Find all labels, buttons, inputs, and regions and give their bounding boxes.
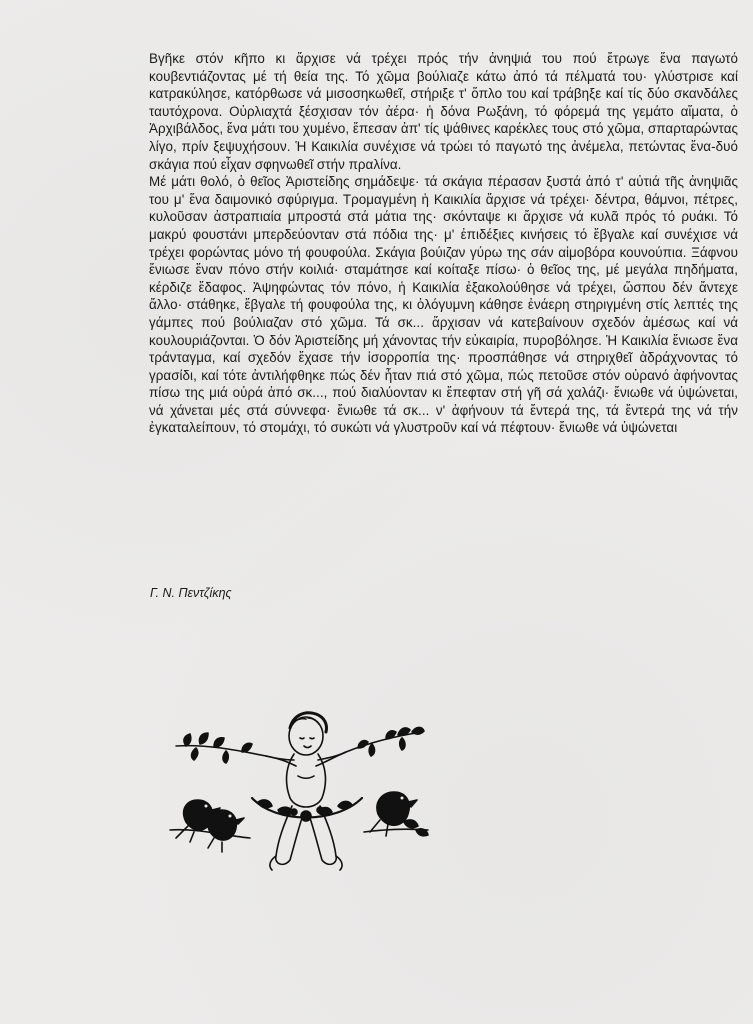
- paragraph-1: Βγῆκε στόν κῆπο κι ἄρχισε νά τρέχει πρός τήν ἀνηψιά του πού ἔτρωγε ἕνα παγωτό κουβεντιάζοντας μέ τή θεία της. Τό χῶμα βούλιαζε κάτω ἀπό τά πέλματά του· γλύστρισε καί κατρακύλησε, κατόρθωσε νά μισοσηκωθεῖ, στήριξε τ' ὅπλο του καί τράβηξε καί τίς δύο σκανδάλες ταυτόχρονα. Οὐρλιαχτά ξέσχισαν τόν ἀέρα· ἡ δόνα Ρωξάνη, τό φόρεμά της γεμάτο αἵματα, ὁ Ἀρχιβάλδος, ἕνα μάτι του χυμένο, ἔπεσαν ἀπ' τίς ψάθινες καρέκλες τους στό χῶμα, σπαρταρώντας λίγο, πρίν ξεψυχήσουν. Ἡ Καικιλία συνέχισε νά τρώει τό παγωτό της ἀνέμελα, πετώντας ἕνα-δυό σκάγια πού εἶχαν σφηνωθεῖ στήν πραλίνα.: [149, 51, 738, 172]
- paragraph-2: Μέ μάτι θολό, ὁ θεῖος Ἀριστείδης σημάδεψε· τά σκάγια πέρασαν ξυστά ἀπό τ' αὐτιά τῆς ἀνηψιᾶς του μ' ἕνα δαιμονικό σφύριγμα. Τρομαγμένη ἡ Καικιλία ἄρχισε νά τρέχει· δέντρα, θάμνοι, πέτρες, κυλοῦσαν ἀστραπιαία μπροστά στά μάτια της· σκόνταψε κι ἄρχισε νά κυλᾶ πρός τό ρυάκι. Τό μακρύ φουστάνι μπερδεύονταν στά πόδια της· μ' ἐπιδέξιες κινήσεις τό ἔβγαλε καί συνέχισε νά τρέχει φορώντας μόνο τή φουφούλα. Σκάγια βούιζαν γύρω της σάν αἱμοβόρα κουνούπια. Ξάφνου ἔνιωσε ἕναν πόνο στήν κοιλιά· σταμάτησε καί κοίταξε πίσω· ὁ θεῖος της, μέ μεγάλα πηδήματα, κέρδιζε ἔδαφος. Ἀψηφώντας τόν πόνο, ἡ Καικιλία ἐξακολούθησε νά τρέχει, ὥσπου δέν ἄντεχε ἄλλο· στάθηκε, ἔβγαλε τή φουφούλα της, κι ὁλόγυμνη κάθησε ἐνάερη στηριγμένη στίς λεπτές της γάμπες πού βούλιαζαν στό χῶμα. Τά σκ... ἄρχισαν νά κατεβαίνουν σχεδόν ἀμέσως καί νά κουλουριάζονται. Ὁ δόν Ἀριστείδης μή χάνοντας τήν εὐκαιρία, πυροβόλησε. Ἡ Καικιλία ἔνιωσε ἕνα τράνταγμα, καί σχεδόν ἔχασε τήν ἰσορροπία της· προσπάθησε νά στηριχθεῖ ἀδράχνοντας τό γρασίδι, καί τότε ἀντιλήφθηκε πώς δέν ἦταν πιά στό χῶμα, πώς πετοῦσε στόν οὐρανό ἀφήνοντας πίσω της μιά οὐρά ἀπό σκ..., πού διαλύονταν κι ἔπεφταν στή γῆ σά χαλάζι· ἔνιωθε νά ὑψώνεται, νά χάνεται μές στά σύννεφα· ἔνιωθε τά σκ... ν' ἀφήνουν τά ἔντερά της, τά ἔντερά της νά τήν ἐγκαταλείπουν, τό στομάχι, τό συκώτι νά γλυστροῦν καί νά πέφτουν· ἔνιωθε νά ὑψώνεται: [149, 174, 738, 436]
- cherub-with-birds-icon: [166, 706, 434, 878]
- author-signature: Γ. Ν. Πεντζίκης: [150, 586, 232, 600]
- story-text: [149, 50, 738, 437]
